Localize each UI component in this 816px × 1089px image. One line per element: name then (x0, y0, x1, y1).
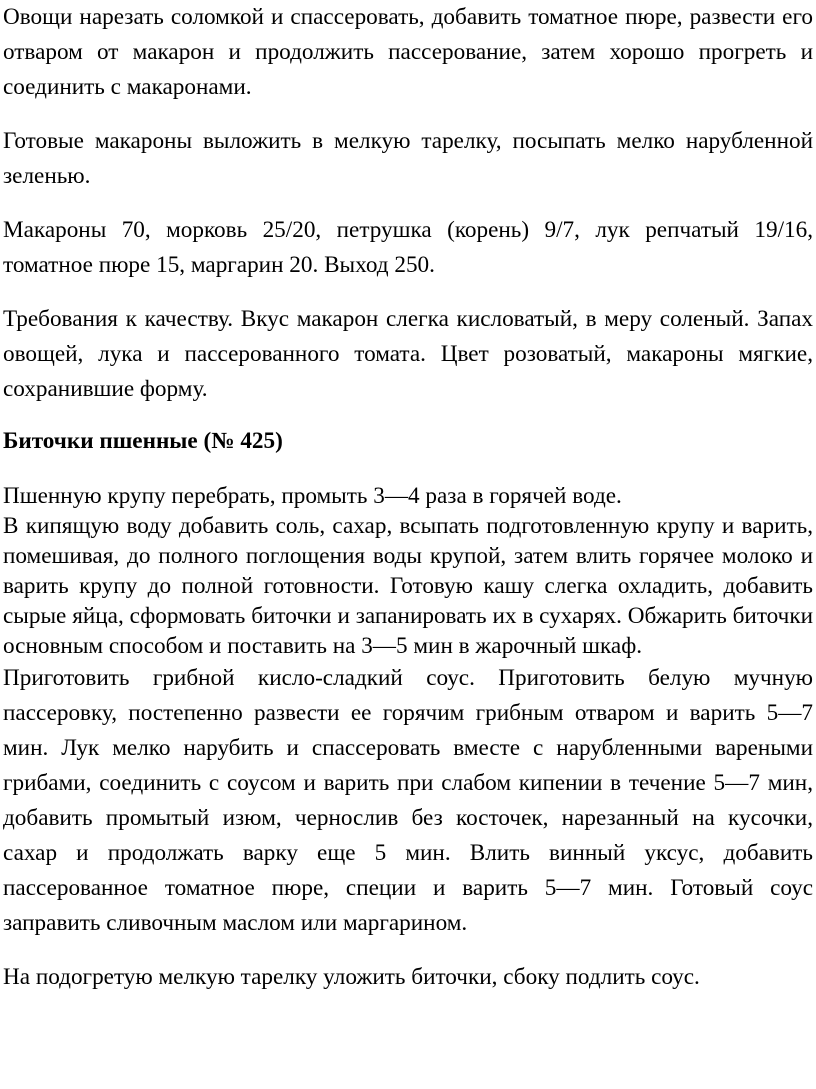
paragraph-serving: Готовые макароны выложить в мелкую тарелку, посыпать мелко нарубленной зеленью. (3, 128, 813, 189)
paragraph-ingredients: Макароны 70, морковь 25/20, петрушка (корень) 9/7, лук репчатый 19/16, томатное пюре 15, маргарин 20. Выход 250. (3, 217, 813, 278)
paragraph-preparation: Овощи нарезать соломкой и спассеровать, добавить томатное пюре, развести его отваром от макарон и продолжить пассерование, затем хорошо прогреть и соединить с макаронами. (3, 4, 813, 100)
paragraph-millet-cooking: В кипящую воду добавить соль, сахар, всыпать подготовленную крупу и варить, помешивая, до полного поглощения воды крупой, затем влить горячее молоко и варить крупу до полной готовности. Готовую кашу слегка охладить, добавить сырые яйца, сформовать биточки и запанировать их в сухарях. Обжарить биточки основным способом и поставить на 3—5 мин в жарочный шкаф. (3, 513, 813, 659)
paragraph-millet-wash: Пшенную крупу перебрать, промыть 3—4 раза в горячей воде. (3, 483, 622, 509)
section-heading: Биточки пшенные (№ 425) (3, 428, 283, 454)
paragraph-sauce: Приготовить грибной кисло-сладкий соус. Приготовить белую мучную пассеровку, постепенно развести ее горячим грибным отваром и варить 5—7 мин. Лук мелко нарубить и спассеровать вместе с нарубленными вареными грибами, соединить с соусом и варить при слабом кипении в течение 5—7 мин, добавить промытый изюм, чернослив без косточек, нарезанный на кусочки, сахар и продолжать варку еще 5 мин. Влить винный уксус, добавить пассерованное томатное пюре, специи и варить 5—7 мин. Готовый соус заправить сливочным маслом или маргарином. (3, 665, 813, 936)
paragraph-plating: На подогретую мелкую тарелку уложить биточки, сбоку подлить соус. (3, 964, 700, 990)
paragraph-quality-requirements: Требования к качеству. Вкус макарон слегка кисловатый, в меру соленый. Запах овощей, лука и пассерованного томата. Цвет розоватый, макароны мягкие, сохранившие форму. (3, 306, 813, 402)
